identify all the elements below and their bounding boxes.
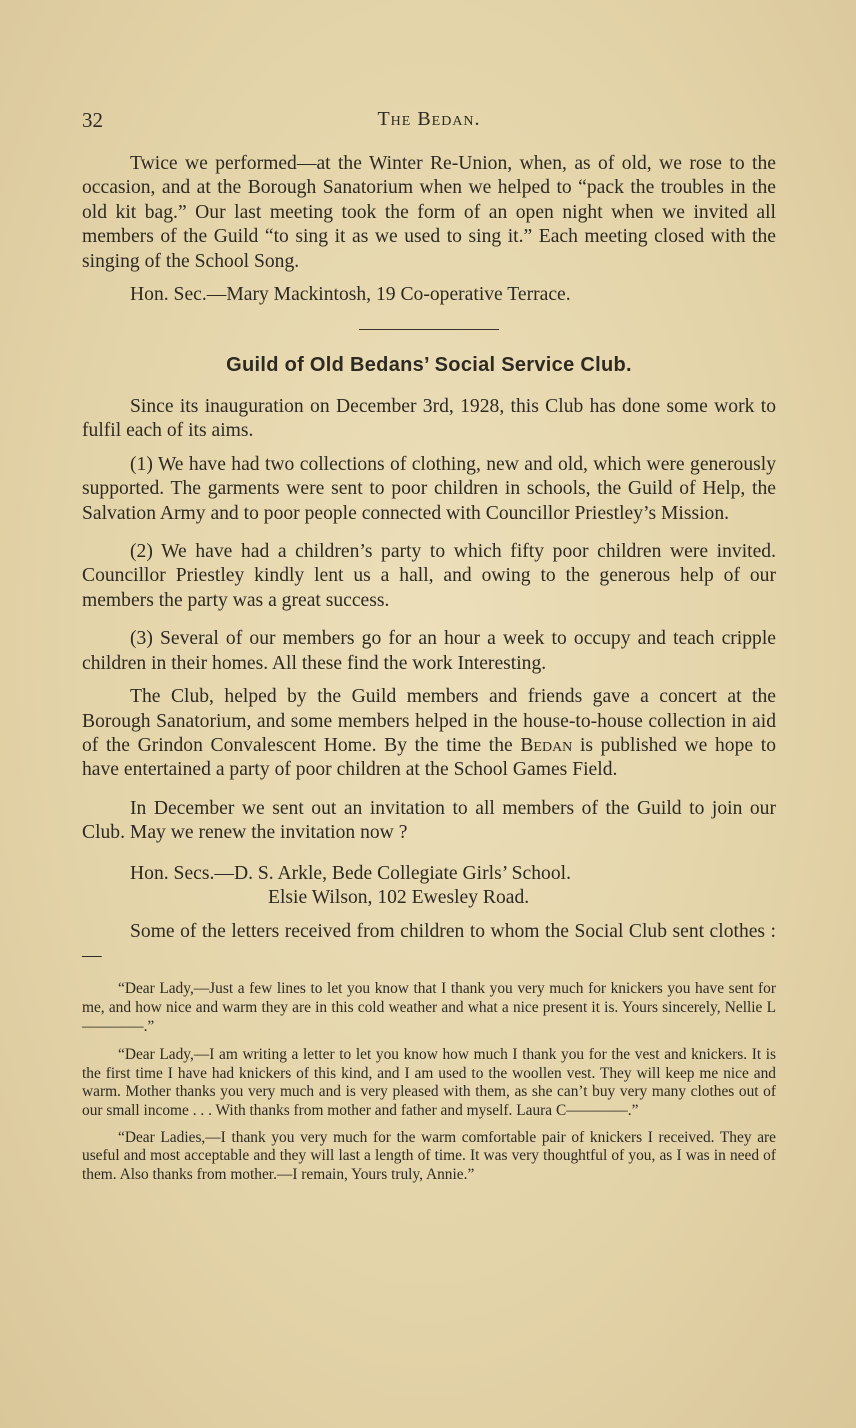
invitation-paragraph: In December we sent out an invitation to all members of the Guild to join our Club. May we renew the invitation now ? xyxy=(82,797,776,844)
hon-secs-line-2: Elsie Wilson, 102 Ewesley Road. xyxy=(268,886,530,908)
section-divider xyxy=(359,329,499,330)
running-head: The Bedan. xyxy=(377,108,481,130)
bedan-name: Bedan xyxy=(520,734,573,756)
hon-sec-line: Hon. Sec.—Mary Mackintosh, 19 Co-operative Terrace. xyxy=(130,284,571,306)
section-intro-paragraph: Since its inauguration on December 3rd, 1928, this Club has done some work to fulfil each of its aims. xyxy=(82,396,776,442)
aim-3-paragraph: (3) Several of our members go for an hour a week to occupy and teach cripple children in their homes. All these find the work Interesting. xyxy=(82,628,776,674)
concert-text-start: The Club, helped by the Guild members and friends gave a concert at the Borough Sanatorium, and some members helped in the house-to-house collection in aid of the Grindon Convalescent Home. By the time the xyxy=(82,686,776,756)
concert-paragraph xyxy=(82,685,776,783)
hon-secs-line-1: Hon. Secs.—D. S. Arkle, Bede Collegiate Girls’ School. xyxy=(130,862,571,884)
aim-1-paragraph: (1) We have had two collections of clothing, new and old, which were generously supported. The garments were sent to poor children in schools, the Guild of Help, the Salvation Army and to poor people connected with Councillor Priestley’s Mission. xyxy=(82,453,776,524)
letter-laura: “Dear Lady,—I am writing a letter to let you know how much I thank you for the vest and knickers. It is the first time I have had knickers of this kind, and I am used to the woollen vest. They will keep me nice and warm. Mother thanks you very much and is very pleased with them, as she can’t buy very many clothes out of our small income . . . With thanks from mother and father and myself. Laura C————.” xyxy=(82,1046,776,1119)
letter-nellie: “Dear Lady,—Just a few lines to let you know that I thank you very much for knickers you have sent for me, and how nice and warm they are in this cold weather and what a nice present it is. Yours sincerely, Nellie L————.” xyxy=(82,980,776,1035)
section-title: Guild of Old Bedans’ Social Service Club. xyxy=(226,354,632,377)
letters-intro-paragraph: Some of the letters received from children to whom the Social Club sent clothes :— xyxy=(82,920,776,966)
letter-annie: “Dear Ladies,—I thank you very much for the warm comfortable pair of knickers I received. They are useful and most acceptable and they will last a length of time. It was very thoughtful of you, as I was in need of them. Also thanks from mother.—I remain, Yours truly, Annie.” xyxy=(82,1128,776,1183)
concert-text-end: is published we hope to have entertained a party of poor children at the School Games Field. xyxy=(82,734,776,781)
page-number: 32 xyxy=(82,108,103,132)
intro-paragraph: Twice we performed—at the Winter Re-Union, when, as of old, we rose to the occasion, and at the Borough Sanatorium when we helped to “pack the troubles in the old kit bag.” Our last meeting took the form of an open night when we invited all members of the Guild “to sing it as we used to sing it.” Each meeting closed with the singing of the School Song. xyxy=(82,153,776,272)
aim-2-paragraph: (2) We have had a children’s party to which fifty poor children were invited. Councillor Priestley kindly lent us a hall, and owing to the generous help of our members the party was a great success. xyxy=(82,541,776,611)
hon-secs-block xyxy=(82,862,776,910)
page-content xyxy=(82,104,776,1184)
page-header xyxy=(82,104,776,138)
